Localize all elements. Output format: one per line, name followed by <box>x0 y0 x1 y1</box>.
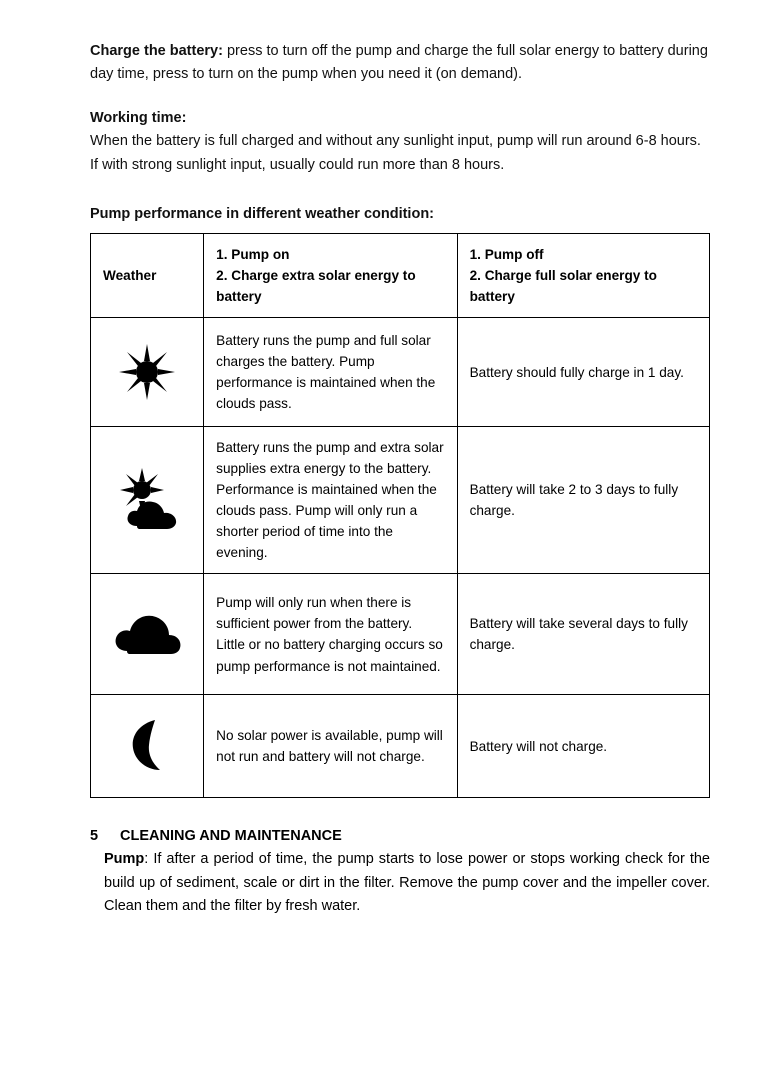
section-heading <box>90 828 710 844</box>
table-row <box>91 574 710 695</box>
section-number: 5 <box>90 828 99 845</box>
row-pump-off-text: Battery should fully charge in 1 day. <box>457 318 709 427</box>
charge-battery-paragraph <box>90 40 710 87</box>
row-pump-on-text: Pump will only run when there is sufficient power from the battery. Little or no battery charging occurs so pump performance is not maintained. <box>204 574 457 695</box>
pump-maintenance-text: : If after a period of time, the pump starts to lose power or stops working check for the build up of sediment, scale or dirt in the filter. Remove the pump cover and the impeller cover. Clean them and the filter by fresh water. <box>104 851 710 915</box>
header-pump-on-line1: 1. Pump on <box>216 246 290 262</box>
pump-maintenance-paragraph <box>90 848 710 918</box>
sun-icon-cell <box>91 318 204 427</box>
table-intro-label: Pump performance in different weather condition: <box>90 206 435 223</box>
page-content <box>90 40 710 933</box>
cloud-icon <box>103 609 191 659</box>
working-time-label: Working time: <box>90 109 187 126</box>
table-row <box>91 318 710 427</box>
row-pump-on-text: Battery runs the pump and extra solar supplies extra energy to the battery. Performance is maintained when the clouds pass. Pump will only run a shorter period of time into the evening. <box>204 427 457 574</box>
spacer <box>90 87 710 107</box>
table-row <box>91 427 710 574</box>
sun-behind-cloud-icon-cell <box>91 427 204 574</box>
header-pump-on-line2: 2. Charge extra solar energy to <box>216 267 416 283</box>
row-pump-off-text: Battery will not charge. <box>457 695 709 798</box>
table-intro <box>90 203 710 226</box>
charge-battery-label: Charge the battery: <box>90 43 223 59</box>
working-time-heading <box>90 107 710 130</box>
table-row <box>91 695 710 798</box>
header-pump-off-line1: 1. Pump off <box>469 246 544 262</box>
spacer <box>90 177 710 203</box>
header-weather: Weather <box>91 233 204 317</box>
header-pump-off <box>457 233 709 317</box>
row-pump-on-text: Battery runs the pump and full solar charges the battery. Pump performance is maintained when the clouds pass. <box>204 318 457 427</box>
section-title: CLEANING AND MAINTENANCE <box>120 828 342 845</box>
table-header-row <box>91 233 710 317</box>
row-pump-on-text: No solar power is available, pump will not run and battery will not charge. <box>204 695 457 798</box>
header-pump-off-line2: 2. Charge full solar energy to <box>469 267 657 283</box>
pump-performance-table <box>90 233 710 799</box>
pump-label: Pump <box>104 851 145 868</box>
charge-battery-text: press to turn off the pump and charge the full solar energy to battery during day time, press to turn on the pump when you need it (on demand). <box>90 43 708 83</box>
row-pump-off-text: Battery will take 2 to 3 days to fully charge. <box>457 427 709 574</box>
crescent-moon-icon-cell <box>91 695 204 798</box>
sun-behind-cloud-icon <box>103 468 191 532</box>
crescent-moon-icon <box>103 718 191 774</box>
header-pump-off-line3: battery <box>469 289 515 305</box>
row-pump-off-text: Battery will take several days to fully charge. <box>457 574 709 695</box>
header-pump-on-line3: battery <box>216 289 262 305</box>
sun-icon <box>103 341 191 403</box>
cloud-icon-cell <box>91 574 204 695</box>
working-time-text: When the battery is full charged and without any sunlight input, pump will run around 6-8 hours. If with strong sunlight input, usually could run more than 8 hours. <box>90 133 701 173</box>
header-pump-on <box>204 233 457 317</box>
